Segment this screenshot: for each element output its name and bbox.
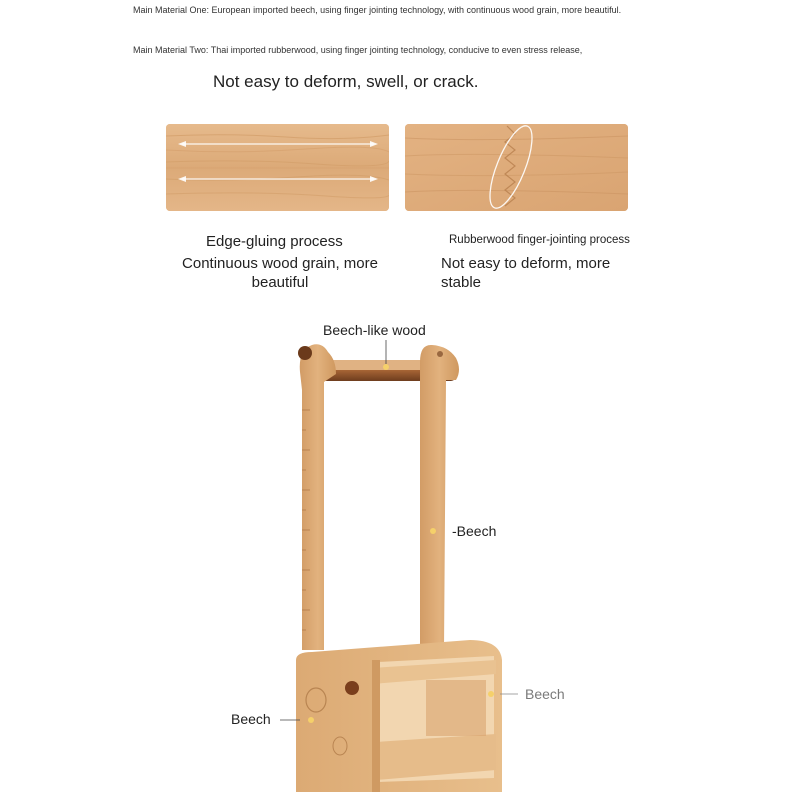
callout-beech-post: -Beech bbox=[452, 523, 497, 539]
finger-jointing-title: Rubberwood finger-jointing process bbox=[449, 234, 630, 246]
headline: Not easy to deform, swell, or crack. bbox=[213, 72, 479, 91]
callout-beech-like-wood: Beech-like wood bbox=[323, 322, 426, 338]
callout-beech-cabinet: Beech bbox=[525, 686, 565, 702]
material-two-text: Main Material Two: Thai imported rubberwood, using finger jointing technology, conducive to even stress release, bbox=[133, 45, 583, 55]
callout-beech-side: Beech bbox=[231, 711, 271, 727]
edge-gluing-desc: Continuous wood grain, more beautiful bbox=[182, 255, 378, 291]
edge-gluing-title: Edge-gluing process bbox=[206, 233, 343, 250]
material-one-text: Main Material One: European imported beech, using finger jointing technology, with continuous wood grain, more beautiful. bbox=[133, 5, 622, 15]
finger-jointing-desc: Not easy to deform, more stable bbox=[441, 255, 611, 291]
